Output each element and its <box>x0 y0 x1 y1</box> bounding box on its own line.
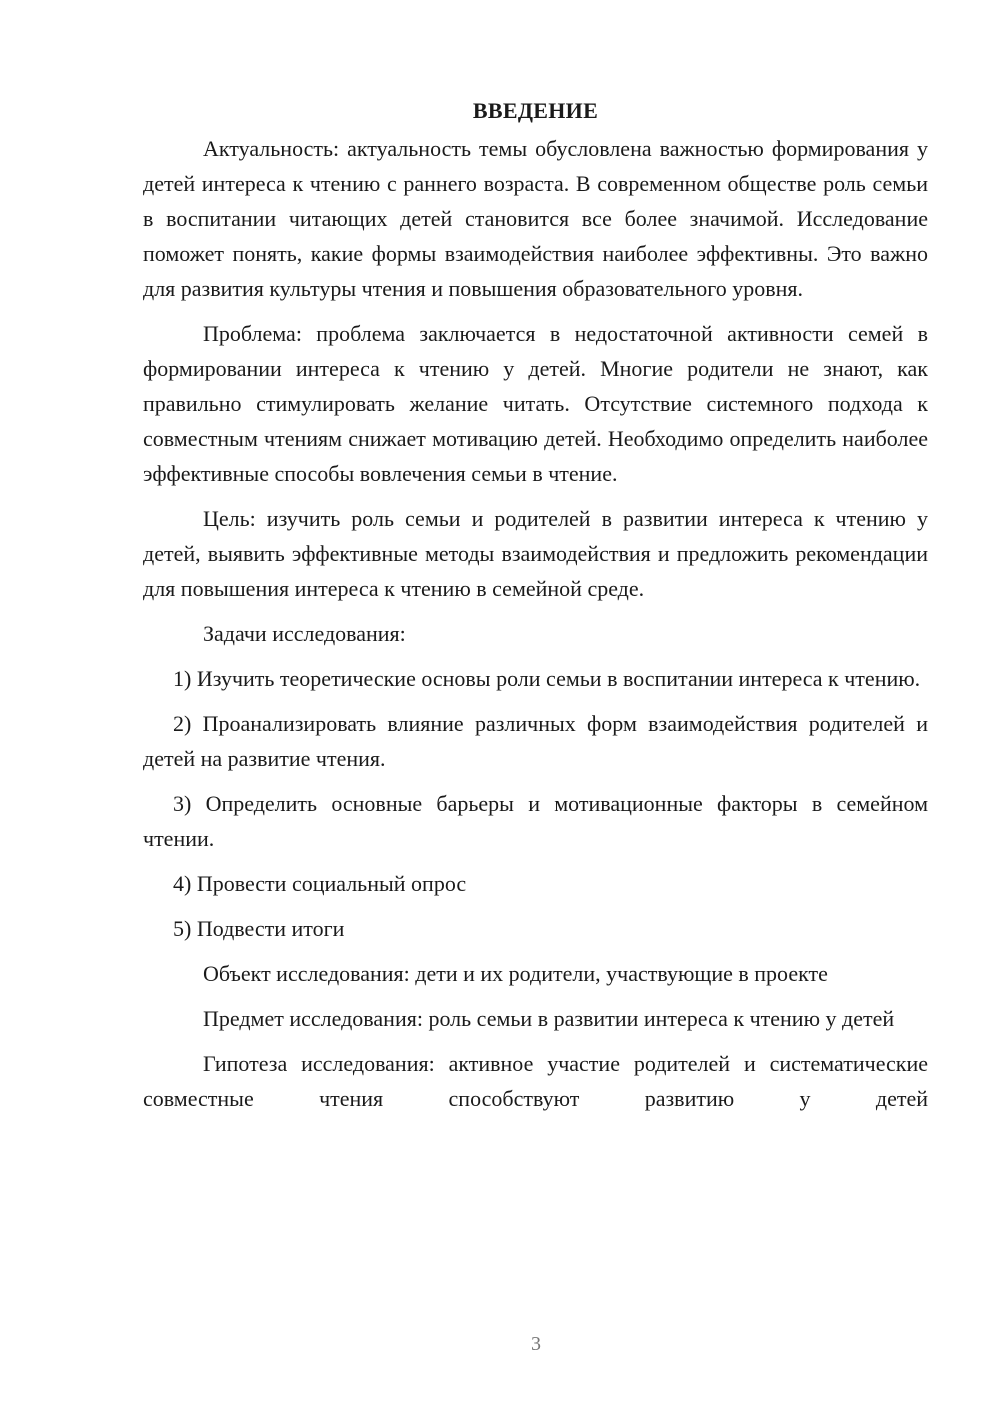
paragraph-goal: Цель: изучить роль семьи и родителей в развитии интереса к чтению у детей, выявить эффективные методы взаимодействия и предложить рекомендации для повышения интереса к чтению в семейной среде. <box>143 506 928 601</box>
page-title: ВВЕДЕНИЕ <box>472 98 599 123</box>
paragraph-object: Объект исследования: дети и их родители, участвующие в проекте <box>203 961 828 986</box>
paragraph-relevance: Актуальность: актуальность темы обусловлена важностью формирования у детей интереса к чтению с раннего возраста. В современном обществе роль семьи в воспитании читающих детей становится все более значимой. Исследование поможет понять, какие формы взаимодействия наиболее эффективны. Это важно для развития культуры чтения и повышения образовательного уровня. <box>143 136 928 301</box>
paragraph-problem: Проблема: проблема заключается в недостаточной активности семей в формировании интереса к чтению у детей. Многие родители не знают, как правильно стимулировать желание читать. Отсутствие системного подхода к совместным чтениям снижает мотивацию детей. Необходимо определить наиболее эффективные способы вовлечения семьи в чтение. <box>143 321 928 486</box>
task-item: 5) Подвести итоги <box>173 916 345 941</box>
task-item: 4) Провести социальный опрос <box>173 871 467 896</box>
paragraph-subject: Предмет исследования: роль семьи в развитии интереса к чтению у детей <box>203 1006 895 1031</box>
page-number: 3 <box>531 1333 541 1355</box>
task-item: 1) Изучить теоретические основы роли семьи в воспитании интереса к чтению. <box>173 666 921 691</box>
task-item: 3) Определить основные барьеры и мотивационные факторы в семейном чтении. <box>143 791 928 851</box>
task-item: 2) Проанализировать влияние различных форм взаимодействия родителей и детей на развитие чтения. <box>143 711 928 771</box>
paragraph-hypothesis: Гипотеза исследования: активное участие родителей и систематические совместные чтения способствуют развитию у детей <box>143 1051 928 1111</box>
document-body <box>143 96 928 1126</box>
tasks-heading: Задачи исследования: <box>203 621 406 646</box>
